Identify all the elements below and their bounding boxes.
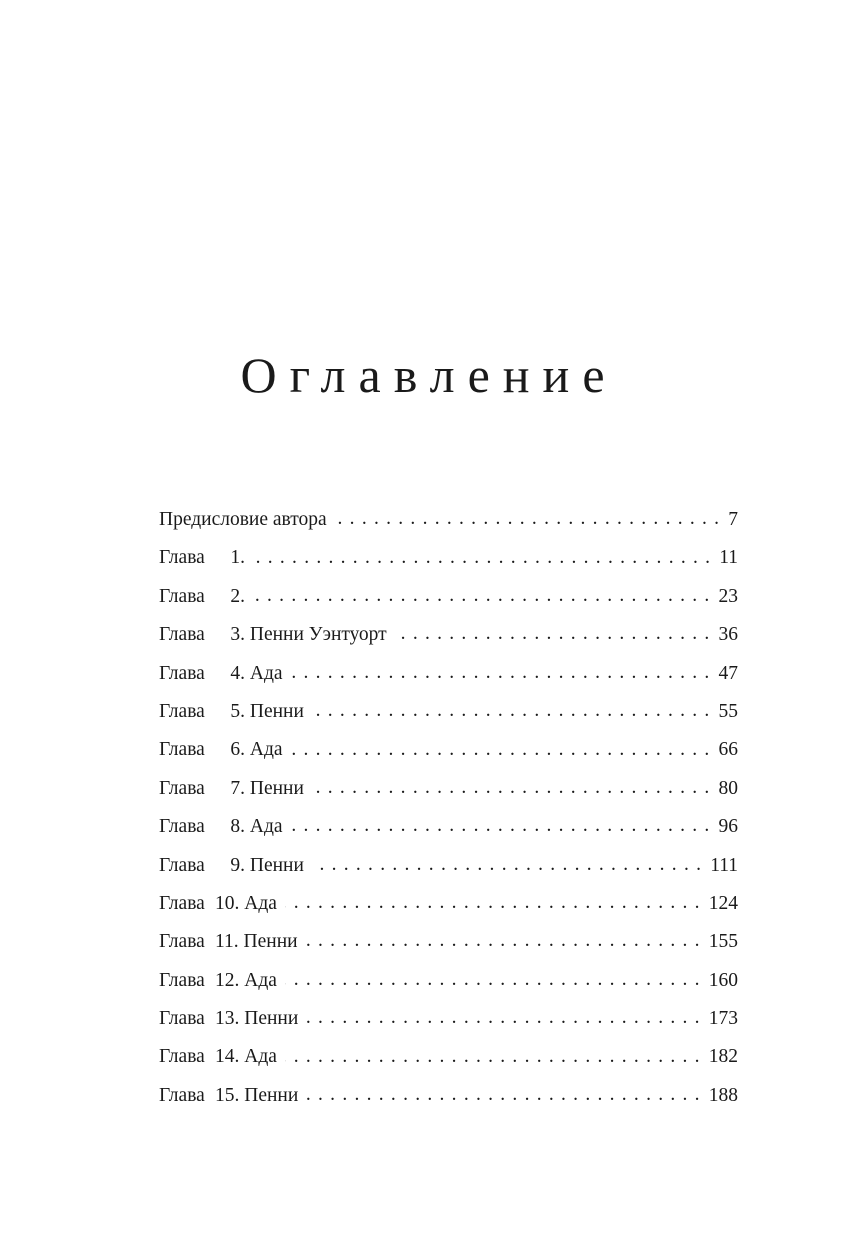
toc-entry-title bbox=[159, 847, 304, 885]
chapter-number: 10. bbox=[215, 892, 240, 914]
dot-leader bbox=[291, 664, 711, 684]
chapter-word: Глава bbox=[159, 662, 205, 684]
page-number: 182 bbox=[708, 1046, 738, 1068]
toc-entry-title bbox=[159, 655, 283, 693]
chapter-name: Пенни Уэнтуорт bbox=[245, 624, 387, 646]
dot-leader bbox=[306, 932, 701, 952]
toc-entry-title bbox=[159, 770, 304, 808]
chapter-number: 2. bbox=[230, 585, 245, 607]
dot-leader bbox=[312, 779, 711, 799]
chapter-number: 8. bbox=[230, 816, 245, 838]
chapter-number: 12. bbox=[215, 969, 240, 991]
page-number: 160 bbox=[708, 969, 738, 991]
page-number: 188 bbox=[708, 1084, 738, 1106]
chapter-word: Глава bbox=[159, 1084, 205, 1106]
chapter-word: Глава bbox=[159, 1008, 205, 1030]
dot-leader bbox=[253, 549, 711, 569]
chapter-name: Пенни bbox=[238, 931, 298, 953]
chapter-word: Глава bbox=[159, 624, 205, 646]
chapter-number: 5. bbox=[230, 700, 245, 722]
page-number: 55 bbox=[718, 700, 738, 722]
chapter-name: Ада bbox=[239, 969, 277, 991]
toc-entry[interactable] bbox=[159, 1038, 738, 1076]
page-number: 96 bbox=[718, 816, 738, 838]
toc-entry[interactable] bbox=[159, 616, 738, 654]
toc-entry-title bbox=[159, 923, 298, 961]
chapter-name: Ада bbox=[239, 892, 277, 914]
toc-entry[interactable] bbox=[159, 693, 738, 731]
chapter-name: Пенни bbox=[245, 777, 304, 799]
toc-entry-title bbox=[159, 616, 387, 654]
toc-entry-title bbox=[159, 1077, 298, 1115]
chapter-number: 15. bbox=[215, 1084, 240, 1106]
chapter-word: Глава bbox=[159, 1046, 205, 1068]
page-number: 80 bbox=[718, 777, 738, 799]
page-number: 36 bbox=[718, 624, 738, 646]
toc-entry[interactable] bbox=[159, 539, 738, 577]
toc-entry-title bbox=[159, 731, 283, 769]
chapter-number: 3. bbox=[230, 624, 245, 646]
chapter-name: Ада bbox=[245, 816, 283, 838]
chapter-number: 9. bbox=[230, 854, 245, 876]
chapter-name: Пенни bbox=[245, 700, 304, 722]
dot-leader bbox=[306, 1009, 700, 1029]
toc-entry-title bbox=[159, 578, 245, 616]
page-number: 66 bbox=[718, 739, 738, 761]
dot-leader bbox=[285, 1048, 701, 1068]
chapter-word: Глава bbox=[159, 739, 205, 761]
page-number: 47 bbox=[718, 662, 738, 684]
toc-entry-title bbox=[159, 693, 304, 731]
chapter-number: 11. bbox=[215, 931, 239, 953]
toc-entry-title bbox=[159, 808, 283, 846]
toc-entry[interactable] bbox=[159, 962, 738, 1000]
toc-entry[interactable] bbox=[159, 578, 738, 616]
toc-entry[interactable] bbox=[159, 731, 738, 769]
chapter-number: 13. bbox=[215, 1008, 240, 1030]
chapter-word: Глава bbox=[159, 892, 205, 914]
chapter-number: 6. bbox=[230, 739, 245, 761]
chapter-number: 1. bbox=[230, 547, 245, 569]
dot-leader bbox=[285, 894, 701, 914]
page-title: Оглавление bbox=[240, 347, 618, 403]
toc-entry[interactable] bbox=[159, 847, 738, 885]
toc-entry-title bbox=[159, 501, 327, 539]
toc-entry[interactable] bbox=[159, 655, 738, 693]
dot-leader bbox=[291, 817, 711, 837]
page-number: 111 bbox=[710, 854, 738, 876]
dot-leader bbox=[285, 971, 701, 991]
chapter-name: Предисловие автора bbox=[159, 509, 327, 530]
toc-entry-title bbox=[159, 1000, 298, 1038]
toc-entry[interactable] bbox=[159, 808, 738, 846]
dot-leader bbox=[253, 587, 711, 607]
toc-entry-title bbox=[159, 885, 277, 923]
chapter-name: Ада bbox=[239, 1046, 277, 1068]
chapter-word: Глава bbox=[159, 969, 205, 991]
page-number: 155 bbox=[708, 931, 738, 953]
page-number: 124 bbox=[708, 892, 738, 914]
toc-entry-title bbox=[159, 1038, 277, 1076]
toc-entry[interactable] bbox=[159, 885, 738, 923]
toc-entry[interactable] bbox=[159, 501, 738, 539]
page-number: 173 bbox=[708, 1008, 738, 1030]
chapter-name: Пенни bbox=[245, 854, 304, 876]
chapter-word: Глава bbox=[159, 854, 205, 876]
chapter-name: Пенни bbox=[239, 1008, 299, 1030]
toc-entry[interactable] bbox=[159, 770, 738, 808]
dot-leader bbox=[335, 510, 721, 530]
chapter-number: 14. bbox=[215, 1046, 240, 1068]
chapter-word: Глава bbox=[159, 777, 205, 799]
dot-leader bbox=[312, 702, 711, 722]
page-number: 11 bbox=[719, 547, 738, 569]
page-number: 7 bbox=[728, 509, 738, 530]
toc-entry-title bbox=[159, 962, 277, 1000]
table-of-contents bbox=[159, 501, 738, 1115]
chapter-word: Глава bbox=[159, 700, 205, 722]
chapter-word: Глава bbox=[159, 547, 205, 569]
chapter-name: Ада bbox=[245, 739, 283, 761]
chapter-name: Пенни bbox=[239, 1084, 299, 1106]
page-number: 23 bbox=[718, 585, 738, 607]
chapter-number: 4. bbox=[230, 662, 245, 684]
chapter-number: 7. bbox=[230, 777, 245, 799]
dot-leader bbox=[306, 1086, 700, 1106]
dot-leader bbox=[312, 856, 702, 876]
chapter-word: Глава bbox=[159, 816, 205, 838]
toc-entry[interactable] bbox=[159, 1000, 738, 1038]
toc-entry[interactable] bbox=[159, 923, 738, 961]
toc-entry[interactable] bbox=[159, 1077, 738, 1115]
dot-leader bbox=[291, 741, 711, 761]
chapter-word: Глава bbox=[159, 931, 205, 953]
dot-leader bbox=[395, 625, 711, 645]
toc-entry-title bbox=[159, 539, 245, 577]
chapter-word: Глава bbox=[159, 585, 205, 607]
chapter-name: Ада bbox=[245, 662, 283, 684]
